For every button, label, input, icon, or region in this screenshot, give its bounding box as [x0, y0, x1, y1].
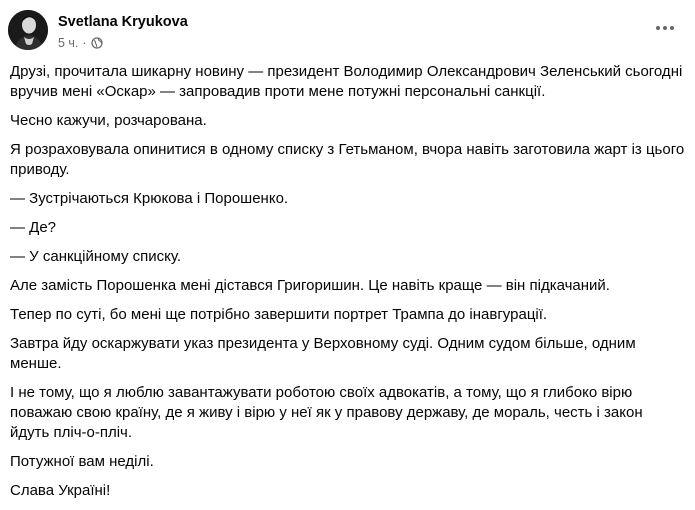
post-meta: [58, 36, 103, 50]
post-paragraph: Завтра йду оскаржувати указ президента у Верховному суді. Одним судом більше, одним менше.: [10, 335, 636, 372]
globe-icon: [91, 37, 103, 49]
post-paragraph: І не тому, що я люблю завантажувати роботою своїх адвокатів, а тому, що я глибоко вірю поважаю свою країну, де я живу і вірю у неї як у правову державу, де мораль, честь і закон йдуть пліч-о-пліч.: [10, 384, 643, 441]
post-body: [10, 62, 685, 510]
post-paragraph: Слава Україні!: [10, 482, 111, 499]
post-paragraph: Друзі, прочитала шикарну новину — президент Володимир Олександрович Зеленський сьогодні вручив мені «Оскар» — запровадив проти мене потужні персональні санкції.: [10, 63, 683, 100]
author-name[interactable]: Svetlana Kryukova: [58, 14, 188, 30]
meta-separator: ·: [82, 36, 87, 50]
post-paragraph: — Де?: [10, 219, 57, 236]
more-options-icon[interactable]: [651, 18, 679, 38]
avatar-image: [8, 10, 48, 50]
post-paragraph: Чесно кажучи, розчарована.: [10, 112, 207, 129]
post-paragraph: Але замість Порошенка мені дістався Григоришин. Це навіть краще — він підкачаний.: [10, 277, 610, 294]
post-paragraph: Я розраховувала опинитися в одному списку з Гетьманом, вчора навіть заготовила жарт із цього приводу.: [10, 141, 685, 178]
post-paragraph: Тепер по суті, бо мені ще потрібно завершити портрет Трампа до інавгурації.: [10, 306, 548, 323]
post-paragraph: — У санкційному списку.: [10, 248, 182, 265]
post-timestamp[interactable]: 5 ч.: [58, 36, 79, 50]
post-paragraph: Потужної вам неділі.: [10, 453, 154, 470]
post-header: [8, 10, 685, 54]
avatar[interactable]: [8, 10, 48, 50]
post-paragraph: — Зустрічаються Крюкова і Порошенко.: [10, 190, 289, 207]
